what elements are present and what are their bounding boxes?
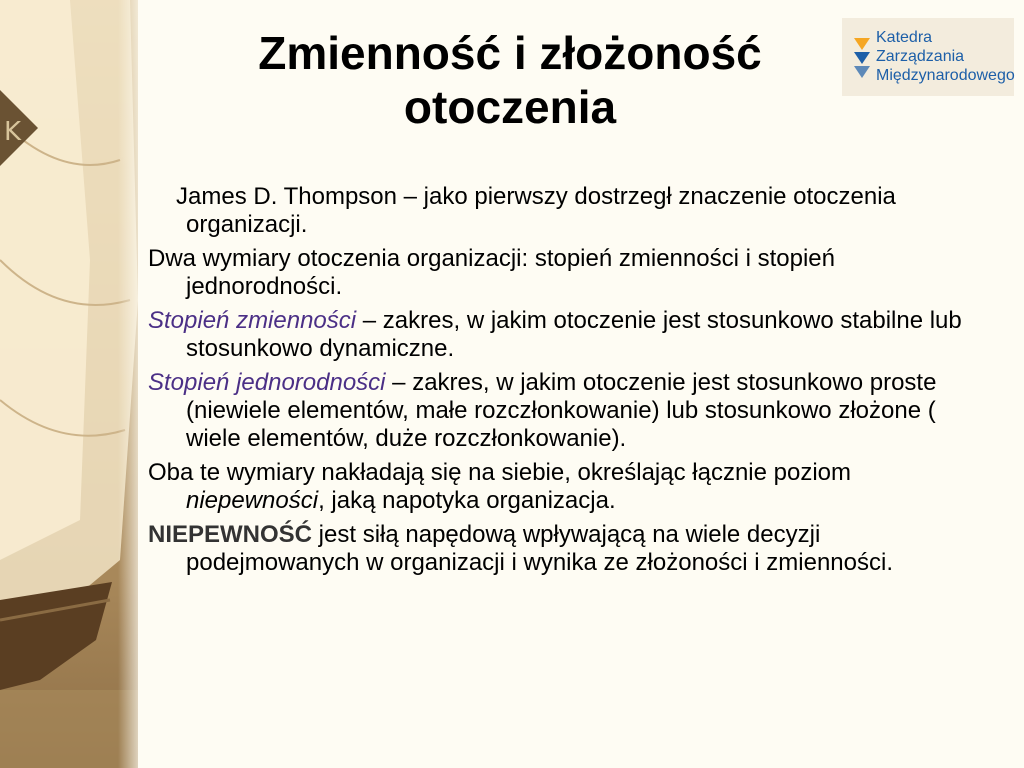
paragraph-thompson bbox=[148, 183, 978, 239]
term-volatility: Stopień zmienności bbox=[148, 307, 357, 334]
logo-text bbox=[876, 28, 1015, 85]
title-line-2: otoczenia bbox=[403, 81, 617, 133]
term-uncertainty: niepewności bbox=[186, 487, 319, 514]
logo-line-3: Międzynarodowego bbox=[876, 67, 1015, 84]
logo-mark-icon bbox=[850, 32, 874, 82]
paragraph-overlap-post: , jaką napotyka organizacja. bbox=[318, 487, 616, 514]
svg-text:K: K bbox=[4, 117, 22, 147]
paragraph-two-dimensions-text: Dwa wymiary otoczenia organizacji: stopień zmienności i stopień jednorodności. bbox=[148, 245, 835, 300]
logo-line-2: Zarządzania bbox=[876, 48, 965, 65]
paragraph-overlap-pre: Oba te wymiary nakładają się na siebie, określając łącznie poziom bbox=[148, 459, 852, 486]
slide-body bbox=[148, 183, 978, 583]
department-logo bbox=[842, 18, 1014, 96]
paragraph-overlap bbox=[148, 459, 978, 515]
paragraph-two-dimensions bbox=[148, 245, 978, 301]
paragraph-homogeneity-text: – zakres, w jakim otoczenie jest stosunkowo proste (niewiele elementów, małe rozczłonkowanie) lub stosunkowo złożone ( wiele elementów, duże rozczłonkowanie). bbox=[186, 369, 937, 452]
slide-title bbox=[140, 26, 880, 134]
paragraph-uncertainty-text: jest siłą napędową wpływającą na wiele decyzji podejmowanych w organizacji i wynika ze złożoności i zmienności. bbox=[186, 521, 893, 576]
paragraph-thompson-text: James D. Thompson – jako pierwszy dostrzegł znaczenie otoczenia organizacji. bbox=[176, 183, 896, 238]
title-line-1: Zmienność i złożoność bbox=[258, 27, 762, 79]
term-uncertainty-caps: NIEPEWNOŚĆ bbox=[148, 521, 313, 548]
paragraph-uncertainty bbox=[148, 521, 978, 577]
paragraph-volatility-text: – zakres, w jakim otoczenie jest stosunkowo stabilne lub stosunkowo dynamiczne. bbox=[186, 307, 962, 362]
paragraph-homogeneity bbox=[148, 369, 978, 453]
paragraph-volatility bbox=[148, 307, 978, 363]
logo-line-1: Katedra bbox=[876, 29, 933, 46]
term-homogeneity: Stopień jednorodności bbox=[148, 369, 386, 396]
